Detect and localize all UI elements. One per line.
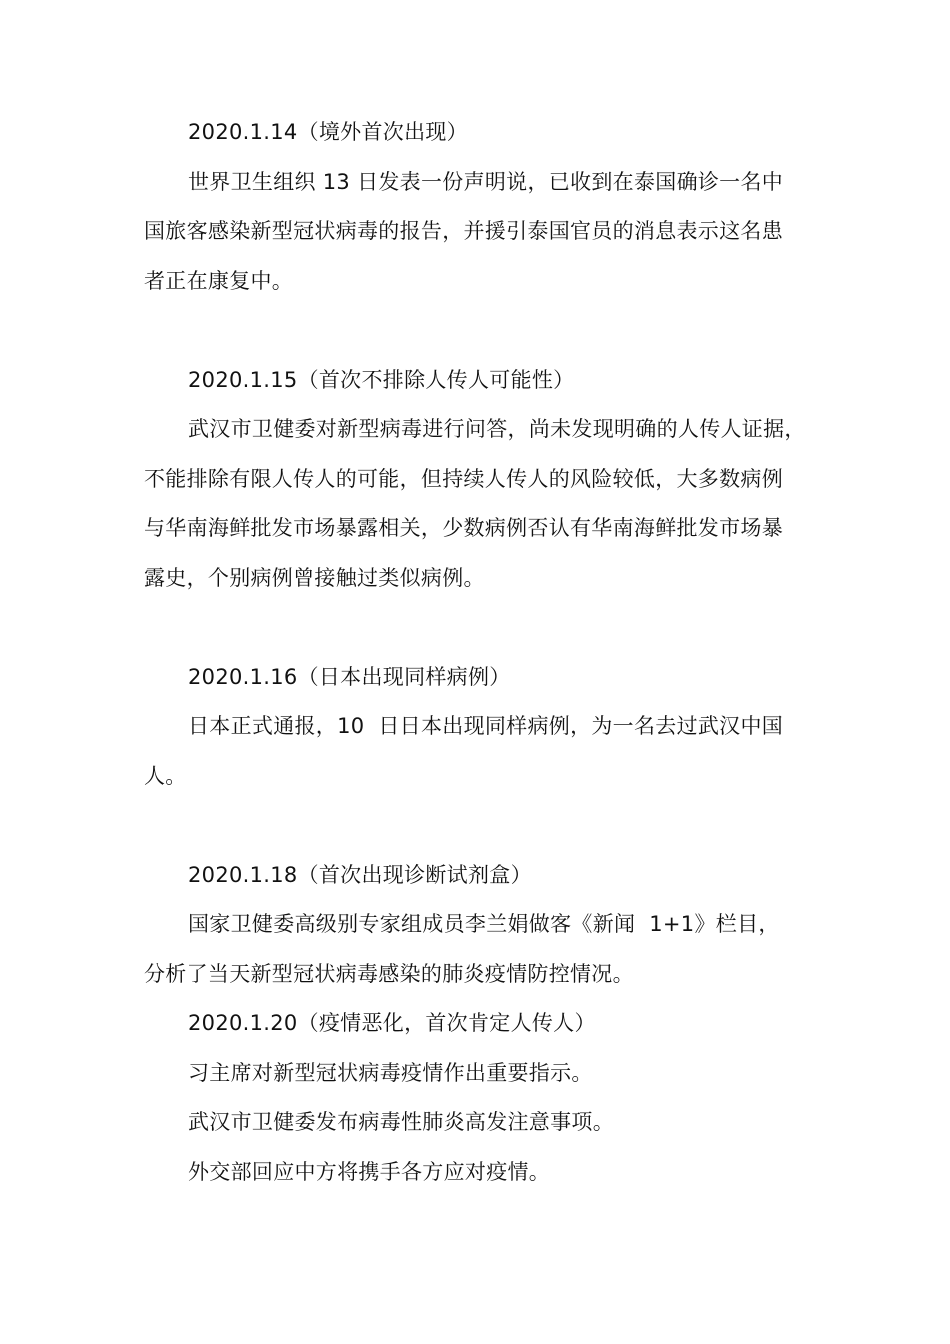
paragraph-line: 世界卫生组织 13 日发表一份声明说，已收到在泰国确诊一名中 bbox=[188, 169, 784, 194]
paragraph-line: 国家卫健委高级别专家组成员李兰娟做客《新闻 1+1》栏目， bbox=[188, 912, 780, 936]
document-body bbox=[144, 108, 814, 1197]
paragraph-line: 日本正式通报，10 日日本出现同样病例，为一名去过武汉中国 bbox=[188, 714, 784, 738]
paragraph-line: 者正在康复中。 bbox=[144, 268, 294, 293]
section-heading-2020-1-14: 2020.1.14（境外首次出现） bbox=[188, 120, 468, 144]
paragraph-line: 武汉市卫健委发布病毒性肺炎高发注意事项。 bbox=[188, 1110, 614, 1134]
paragraph-line: 武汉市卫健委对新型病毒进行问答，尚未发现明确的人传人证据， bbox=[188, 417, 806, 441]
section-heading-2020-1-18: 2020.1.18（首次出现诊断试剂盒） bbox=[188, 862, 532, 887]
section-heading-2020-1-15: 2020.1.15（首次不排除人传人可能性） bbox=[188, 367, 575, 392]
paragraph-line: 国旅客感染新型冠状病毒的报告，并援引泰国官员的消息表示这名患 bbox=[144, 219, 783, 243]
paragraph-line: 分析了当天新型冠状病毒感染的肺炎疫情防控情况。 bbox=[144, 961, 634, 986]
paragraph-line: 不能排除有限人传人的可能，但持续人传人的风险较低，大多数病例 bbox=[144, 466, 783, 491]
paragraph-line: 人。 bbox=[144, 763, 187, 788]
paragraph-line: 与华南海鲜批发市场暴露相关，少数病例否认有华南海鲜批发市场暴 bbox=[144, 516, 783, 540]
blank-line bbox=[144, 801, 814, 851]
section-heading-2020-1-20: 2020.1.20（疫情恶化，首次肯定人传人） bbox=[188, 1011, 596, 1035]
paragraph-line: 习主席对新型冠状病毒疫情作出重要指示。 bbox=[188, 1060, 593, 1085]
blank-line bbox=[144, 603, 814, 653]
paragraph-line: 外交部回应中方将携手各方应对疫情。 bbox=[188, 1159, 551, 1184]
section-heading-2020-1-16: 2020.1.16（日本出现同样病例） bbox=[188, 664, 511, 689]
paragraph-line: 露史，个别病例曾接触过类似病例。 bbox=[144, 565, 485, 590]
blank-line bbox=[144, 306, 814, 356]
